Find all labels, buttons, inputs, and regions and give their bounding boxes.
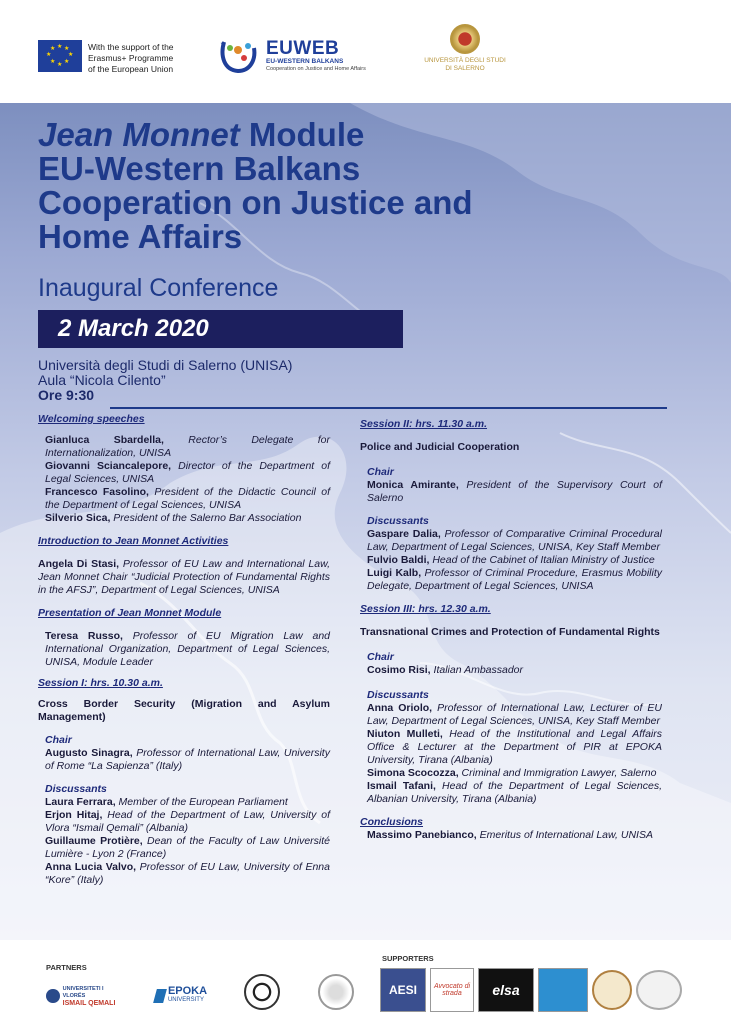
speaker-entry: Luigi Kalb, Professor of Criminal Procedure, Erasmus Mobility Delegate, Department of Legal Sciences, UNISA bbox=[367, 567, 663, 592]
chair-label: Chair bbox=[367, 466, 394, 478]
session-topic: Transnational Crimes and Protection of Fundamental Rights bbox=[360, 626, 660, 638]
section-title-session-3: Session III: hrs. 12.30 a.m. bbox=[360, 603, 491, 615]
discussants-label: Discussants bbox=[45, 783, 107, 795]
speaker-entry: Angela Di Stasi, Professor of EU Law and International Law, Jean Monnet Chair “Judicial Protection of Fundamental Rights in the AFSJ”, Department of Legal Sciences, UNISA bbox=[38, 558, 331, 596]
speaker-entry: Gaspare Dalia, Professor of Comparative Criminal Procedural Law, Department of Legal Sciences, UNISA, Key Staff Member bbox=[367, 528, 662, 553]
section-title-introduction: Introduction to Jean Monnet Activities bbox=[38, 535, 229, 547]
speaker-entry: Simona Scocozza, Criminal and Immigration Lawyer, Salerno bbox=[367, 767, 657, 779]
session-topic: Cross Border Security (Migration and Asylum Management) bbox=[38, 698, 330, 723]
header bbox=[0, 0, 731, 103]
euweb-logo bbox=[218, 36, 378, 76]
epoka-mark-icon bbox=[153, 989, 167, 1003]
speaker-entry: Cosimo Risi, Italian Ambassador bbox=[367, 664, 524, 676]
partners-label: PARTNERS bbox=[46, 963, 87, 972]
discussants-label: Discussants bbox=[367, 689, 429, 701]
euweb-tagline: Cooperation on Justice and Home Affairs bbox=[266, 66, 366, 72]
speaker-entry: Massimo Panebianco, Emeritus of International Law, UNISA bbox=[367, 829, 653, 841]
vlora-university-logo: UNIVERSITETI I VLORËS ISMAIL QEMALI bbox=[46, 986, 126, 1006]
euweb-subtitle: EU-WESTERN BALKANS bbox=[266, 58, 344, 65]
speaker-entry: Monica Amirante, President of the Supervisory Court of Salerno bbox=[367, 479, 662, 504]
svg-text:★: ★ bbox=[220, 41, 227, 48]
avvocato-di-strada-logo: Avvocato di strada bbox=[430, 968, 474, 1012]
speaker-entry: Ismail Tafani, Head of the Department of Legal Sciences, Albanian University, Tirana (Albania) bbox=[367, 780, 662, 805]
student-federation-logo bbox=[538, 968, 588, 1012]
speaker-entry: Guillaume Protière, Dean of the Faculty of Law Université Lumière - Lyon 2 (France) bbox=[45, 835, 331, 860]
venue-info: Università degli Studi di Salerno (UNISA) Aula “Nicola Cilento” Ore 9:30 bbox=[38, 357, 293, 403]
euweb-title: EUWEB bbox=[266, 38, 340, 59]
unisa-logo: UNIVERSITÀ DEGLI STUDI DI SALERNO bbox=[420, 24, 510, 84]
speaker-entry: Fulvio Baldi, Head of the Cabinet of Italian Ministry of Justice bbox=[367, 554, 655, 566]
speaker-entry: Erjon Hitaj, Head of the Department of Law, University of Vlora “Ismail Qemali” (Albania) bbox=[45, 809, 330, 834]
program-right-column bbox=[360, 418, 662, 842]
speaker-entry: Francesco Fasolino, President of the Didactic Council of the Department of Legal Sciences, UNISA bbox=[45, 486, 330, 511]
footer bbox=[0, 940, 731, 1030]
session-topic: Police and Judicial Cooperation bbox=[360, 441, 520, 453]
section-title-conclusions: Conclusions bbox=[360, 816, 424, 828]
vlora-seal-icon bbox=[46, 989, 60, 1003]
institution-seal-logo bbox=[318, 974, 354, 1010]
speaker-entry: Anna Lucia Valvo, Professor of EU Law, University of Enna “Kore” (Italy) bbox=[45, 861, 330, 886]
epoka-university-logo: EPOKA UNIVERSITY bbox=[150, 983, 212, 1009]
speaker-entry: Teresa Russo, Professor of EU Migration Law and International Organization, Department of Legal Sciences, UNISA, Module Leader bbox=[45, 630, 330, 668]
euweb-mark-icon bbox=[218, 38, 264, 74]
conference-subtitle: Inaugural Conference bbox=[38, 274, 279, 302]
eu-support-text: With the support of the Erasmus+ Programme of the European Union bbox=[88, 42, 174, 74]
section-title-presentation: Presentation of Jean Monnet Module bbox=[38, 607, 222, 619]
elsa-logo: elsa bbox=[478, 968, 534, 1012]
page-title: Jean Monnet Module EU-Western Balkans Cooperation on Justice and Home Affairs bbox=[38, 116, 473, 255]
speaker-entry: Silverio Sica, President of the Salerno Bar Association bbox=[45, 512, 302, 524]
aesi-logo: AESI bbox=[380, 968, 426, 1012]
speaker-entry: Laura Ferrara, Member of the European Parliament bbox=[45, 796, 288, 808]
speaker-entry: Gianluca Sbardella, Rector’s Delegate for Internationalization, UNISA bbox=[45, 434, 330, 459]
chair-label: Chair bbox=[367, 651, 394, 663]
discussants-label: Discussants bbox=[367, 515, 429, 527]
speaker-entry: Anna Oriolo, Professor of International Law, Lecturer of EU Law, Department of Legal Sciences, UNISA, Key Staff Member bbox=[367, 702, 662, 727]
section-title-session-1: Session I: hrs. 10.30 a.m. bbox=[38, 677, 163, 689]
penal-chamber-logo bbox=[636, 970, 682, 1010]
date-banner bbox=[38, 310, 403, 348]
speaker-entry: Niuton Mulleti, Head of the Institutional and Legal Affairs Office & Lecturer at the Department of PIR at EPOKA University, Tirana (Albania) bbox=[367, 728, 662, 766]
section-title-welcoming: Welcoming speeches bbox=[38, 413, 145, 425]
supporters-label: SUPPORTERS bbox=[382, 954, 434, 963]
divider bbox=[110, 407, 667, 409]
university-seal-logo bbox=[244, 974, 280, 1010]
unisa-seal-icon bbox=[450, 24, 480, 54]
speaker-entry: Giovanni Sciancalepore, Director of the Department of Legal Sciences, UNISA bbox=[45, 460, 331, 485]
chair-label: Chair bbox=[45, 734, 72, 746]
section-title-session-2: Session II: hrs. 11.30 a.m. bbox=[360, 418, 488, 430]
event-date: 2 March 2020 bbox=[58, 315, 209, 342]
eu-flag-icon: ★ ★ ★ ★ ★ ★ ★ ★ bbox=[38, 40, 82, 72]
speaker-entry: Augusto Sinagra, Professor of International Law, University of Rome “La Sapienza” (Italy) bbox=[45, 747, 330, 772]
program-left-column bbox=[38, 413, 330, 887]
chamber-seal-logo bbox=[592, 970, 632, 1010]
